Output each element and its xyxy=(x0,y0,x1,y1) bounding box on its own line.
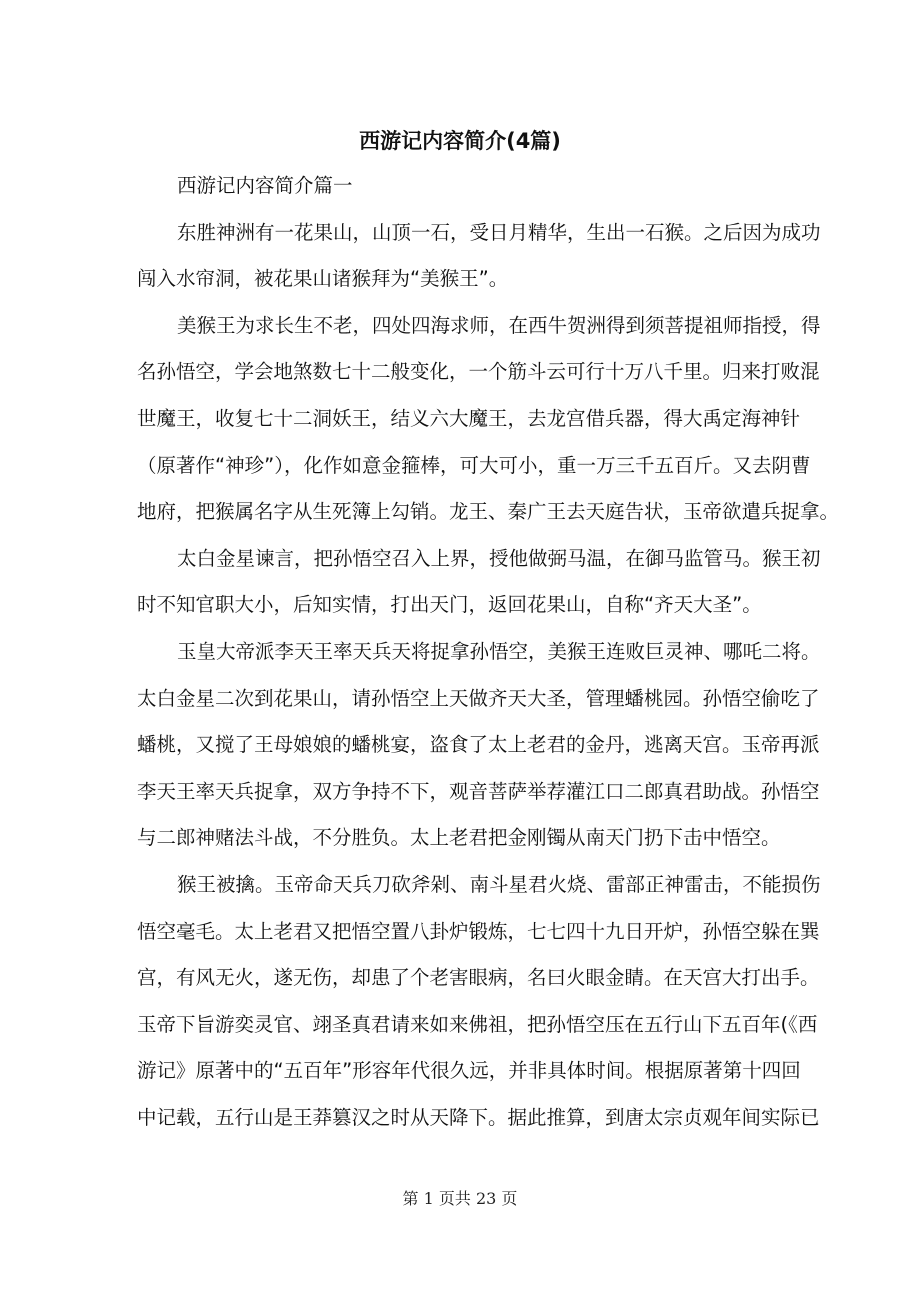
paragraph-line: 玉帝下旨游奕灵官、翊圣真君请来如来佛祖，把孙悟空压在五行山下五百年(《西 xyxy=(137,1012,818,1036)
paragraph-line: （原著作“神珍”），化作如意金箍棒，可大可小，重一万三千五百斤。又去阴曹 xyxy=(137,453,811,477)
paragraph-line: 太白金星二次到花果山，请孙悟空上天做齐天大圣，管理蟠桃园。孙悟空偷吃了 xyxy=(137,686,820,710)
paragraph-line: 游记》原著中的“五百年”形容年代很久远，并非具体时间。根据原著第十四回 xyxy=(137,1059,801,1083)
paragraph-line: 中记载，五行山是王莽篡汉之时从天降下。据此推算，到唐太宗贞观年间实际已 xyxy=(137,1105,820,1129)
paragraph-line: 时不知官职大小，后知实情，打出天门，返回花果山，自称“齐天大圣”。 xyxy=(137,593,762,617)
paragraph-line: 悟空毫毛。太上老君又把悟空置八卦炉锻炼，七七四十九日开炉，孙悟空躲在巽 xyxy=(137,919,820,943)
paragraph-line: 李天王率天兵捉拿，双方争持不下，观音菩萨举荐灌江口二郎真君助战。孙悟空 xyxy=(137,779,820,803)
paragraph-line: 与二郎神赌法斗战，不分胜负。太上老君把金刚镯从南天门扔下击中悟空。 xyxy=(137,826,781,850)
paragraph-line: 玉皇大帝派李天王率天兵天将捉拿孙悟空，美猴王连败巨灵神、哪吒二将。 xyxy=(177,639,821,663)
paragraph-line: 名孙悟空，学会地煞数七十二般变化，一个筋斗云可行十万八千里。归来打败混 xyxy=(137,360,820,384)
paragraph-line: 蟠桃，又搅了王母娘娘的蟠桃宴，盗食了太上老君的金丹，逃离天宫。玉帝再派 xyxy=(137,733,820,757)
paragraph-line: 猴王被擒。玉帝命天兵刀砍斧剁、南斗星君火烧、雷部正神雷击，不能损伤 xyxy=(177,872,821,896)
paragraph-line: 地府，把猴属名字从生死簿上勾销。龙王、秦广王去天庭告状，玉帝欲遣兵捉拿。 xyxy=(137,500,840,524)
paragraph-line: 世魔王，收复七十二洞妖王，结义六大魔王，去龙宫借兵器，得大禹定海神针 xyxy=(137,406,801,430)
paragraph-line: 西游记内容简介篇一 xyxy=(177,174,353,197)
paragraph-line: 美猴王为求长生不老，四处四海求师，在西牛贺洲得到须菩提祖师指授，得 xyxy=(177,313,821,337)
paragraph-line: 闯入水帘洞，被花果山诸猴拜为“美猴王”。 xyxy=(137,267,509,291)
paragraph-line: 宫，有风无火，遂无伤，却患了个老害眼病，名曰火眼金睛。在天宫大打出手。 xyxy=(137,966,820,990)
page-footer: 第 1 页共 23 页 xyxy=(402,1189,518,1208)
paragraph-line: 东胜神洲有一花果山，山顶一石，受日月精华，生出一石猴。之后因为成功 xyxy=(177,220,821,244)
document-body xyxy=(137,170,840,1148)
paragraph-line: 太白金星谏言，把孙悟空召入上界，授他做弼马温，在御马监管马。猴王初 xyxy=(177,546,821,570)
document-title: 西游记内容简介(4篇) xyxy=(359,129,561,153)
